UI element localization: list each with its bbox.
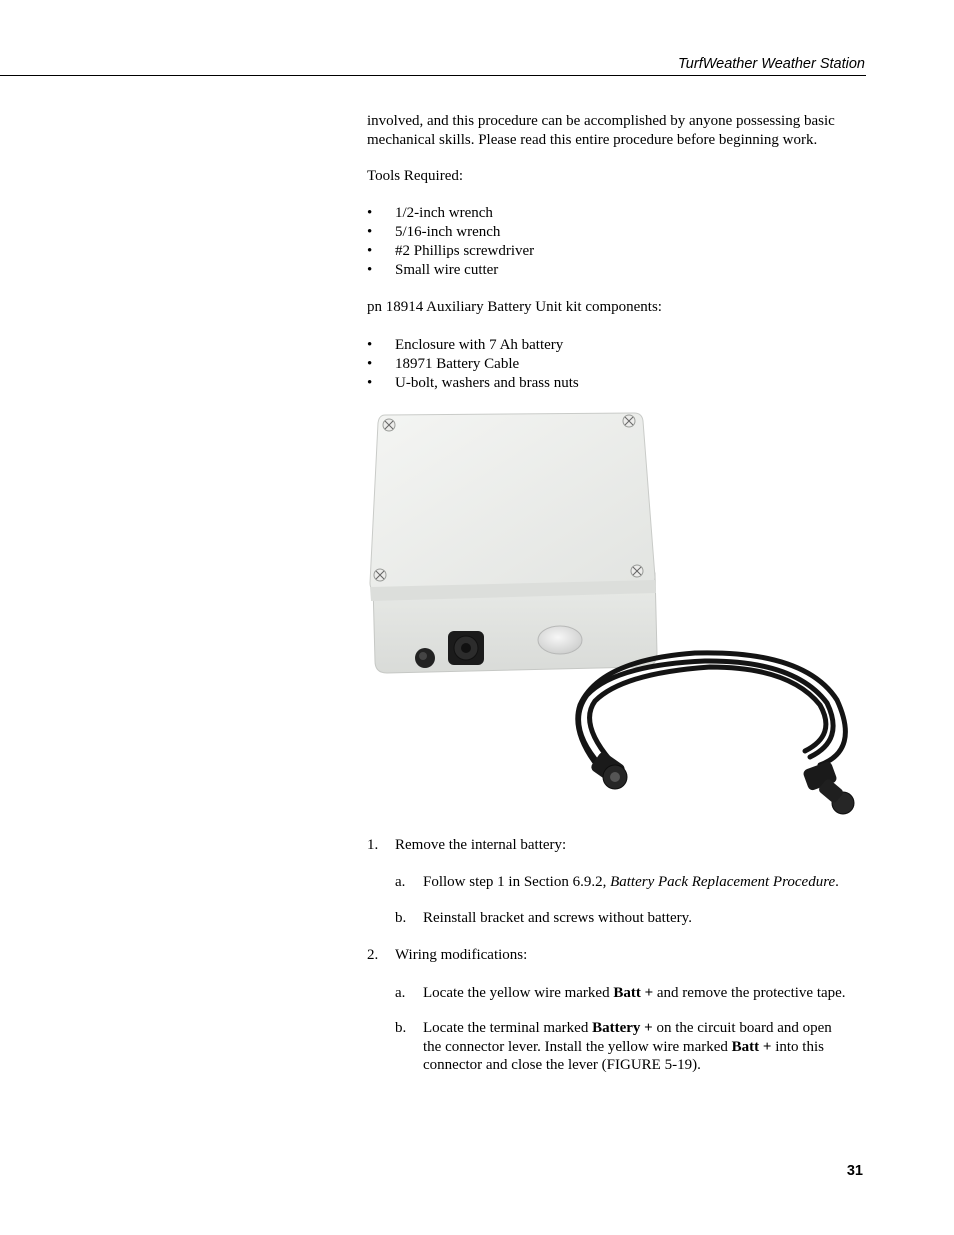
substep-text: Locate the yellow wire marked Batt + and remove the protective tape. (423, 985, 846, 1001)
substep-text: Follow step 1 in Section 6.9.2, Battery Pack Replacement Procedure. (423, 874, 839, 890)
intro-paragraph (367, 112, 867, 149)
list-item: • #2 Phillips screwdriver (367, 243, 535, 259)
step-number: 1. (367, 837, 379, 853)
tools-heading: Tools Required: (367, 168, 464, 184)
substep-letter: a. (395, 874, 406, 890)
intro-line: involved, and this procedure can be accomplished by anyone possessing basic (367, 113, 835, 129)
bullet-icon: • (367, 205, 373, 221)
bullet-icon: • (367, 375, 373, 391)
battery-enclosure-photo (365, 405, 870, 825)
step-text: Wiring modifications: (395, 947, 528, 963)
kit-heading: pn 18914 Auxiliary Battery Unit kit components: (367, 299, 662, 315)
section-reference: Battery Pack Replacement Procedure (610, 874, 836, 890)
substep-text: Reinstall bracket and screws without battery. (423, 910, 692, 926)
list-item: • Enclosure with 7 Ah battery (367, 337, 564, 353)
list-item: • U-bolt, washers and brass nuts (367, 375, 579, 391)
step-number: 2. (367, 947, 379, 963)
substep-letter: b. (395, 910, 407, 926)
intro-line: mechanical skills. Please read this entire procedure before beginning work. (367, 131, 818, 148)
header-rule (0, 75, 866, 76)
page-number: 31 (846, 1163, 863, 1179)
bullet-icon: • (367, 356, 373, 372)
step-text: Remove the internal battery: (395, 837, 567, 853)
kit-list (367, 336, 579, 393)
substep-text: Locate the terminal marked Battery + on the circuit board and open the connector lever. Install the yellow wire marked Batt + into this connector and close the lever (FIGURE 5-19). (423, 1020, 832, 1073)
running-header-title: TurfWeather Weather Station (678, 56, 865, 72)
list-item: • 5/16-inch wrench (367, 224, 501, 240)
substep-letter: a. (395, 985, 406, 1001)
list-item: • Small wire cutter (367, 262, 499, 278)
list-item: • 18971 Battery Cable (367, 356, 520, 372)
bullet-icon: • (367, 243, 373, 259)
substep-letter: b. (395, 1020, 407, 1036)
tools-list (367, 204, 534, 280)
bullet-icon: • (367, 337, 373, 353)
bullet-icon: • (367, 262, 373, 278)
bullet-icon: • (367, 224, 373, 240)
list-item: • 1/2-inch wrench (367, 205, 493, 221)
